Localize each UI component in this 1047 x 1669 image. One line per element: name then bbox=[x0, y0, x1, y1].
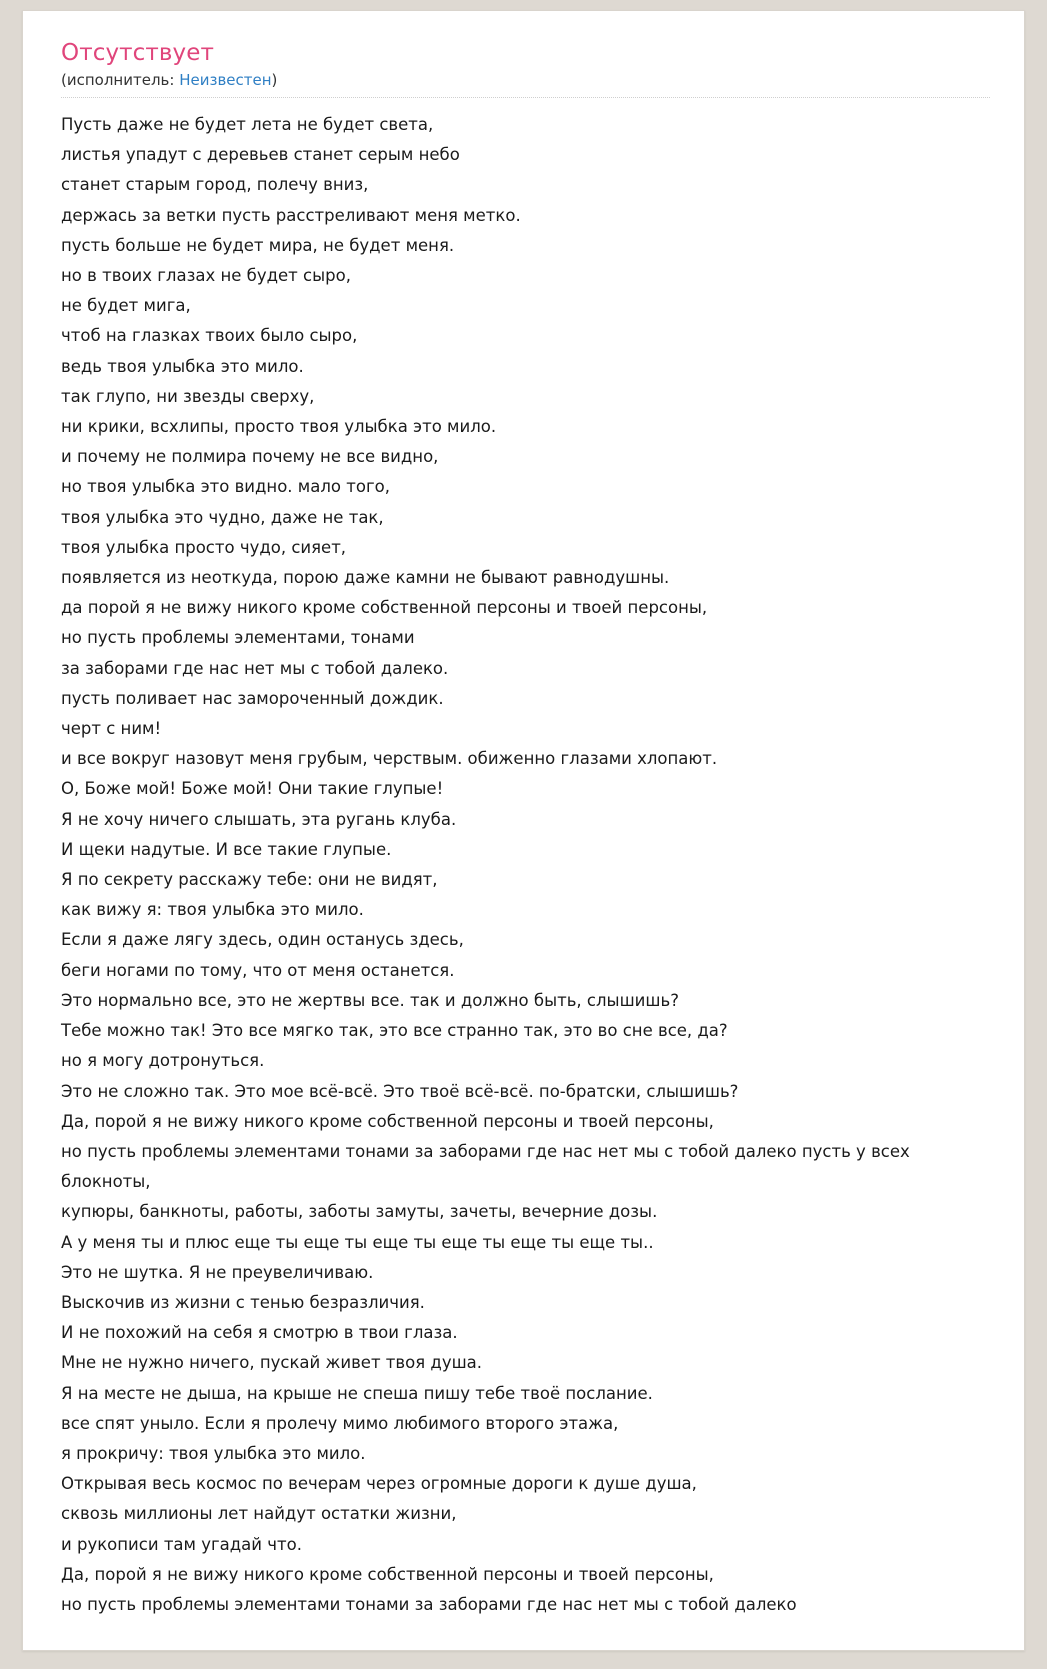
lyrics-line: ведь твоя улыбка это мило. bbox=[61, 356, 304, 376]
lyrics-line: станет старым город, полечу вниз, bbox=[61, 175, 369, 195]
artist-link[interactable]: Неизвестен bbox=[179, 71, 272, 89]
artist-line bbox=[61, 71, 990, 98]
lyrics-line: но пусть проблемы элементами тонами за заборами где нас нет мы с тобой далеко bbox=[61, 1594, 797, 1614]
lyrics-line: Выскочив из жизни с тенью безразличия. bbox=[61, 1292, 425, 1312]
lyrics-line: но пусть проблемы элементами тонами за заборами где нас нет мы с тобой далеко пусть у всех блокноты, bbox=[61, 1141, 910, 1192]
lyrics-line: и все вокруг назовут меня грубым, черствым. обиженно глазами хлопают. bbox=[61, 749, 718, 769]
lyrics-line: и почему не полмира почему не все видно, bbox=[61, 447, 439, 467]
lyrics-line: черт с ним! bbox=[61, 719, 162, 739]
lyrics-line: как вижу я: твоя улыбка это мило. bbox=[61, 900, 364, 920]
lyrics-line: Я по секрету расскажу тебе: они не видят, bbox=[61, 870, 438, 890]
lyrics-line: И не похожий на себя я смотрю в твои глаза. bbox=[61, 1323, 458, 1343]
lyrics-line: ни крики, всхлипы, просто твоя улыбка это мило. bbox=[61, 417, 497, 437]
artist-suffix-label: ) bbox=[271, 71, 278, 89]
lyrics-line: но я могу дотронуться. bbox=[61, 1051, 265, 1071]
lyrics-line: и рукописи там угадай что. bbox=[61, 1534, 302, 1554]
lyrics-line: Пусть даже не будет лета не будет света, bbox=[61, 115, 434, 134]
artist-prefix-label: (исполнитель: bbox=[61, 71, 175, 89]
lyrics-line: И щеки надутые. И все такие глупые. bbox=[61, 839, 392, 859]
lyrics-line: так глупо, ни звезды сверху, bbox=[61, 386, 315, 406]
lyrics-line: Это не шутка. Я не преувеличиваю. bbox=[61, 1262, 374, 1282]
lyrics-line: О, Боже мой! Боже мой! Они такие глупые! bbox=[61, 779, 444, 799]
lyrics-line: за заборами где нас нет мы с тобой далеко. bbox=[61, 658, 449, 678]
lyrics-line: появляется из неоткуда, порою даже камни не бывают равнодушны. bbox=[61, 568, 670, 588]
lyrics-line: Я на месте не дыша, на крыше не спеша пишу тебе твоё послание. bbox=[61, 1383, 653, 1403]
lyrics-line: Да, порой я не вижу никого кроме собственной персоны и твоей персоны, bbox=[61, 1564, 714, 1584]
lyrics-line: Это нормально все, это не жертвы все. так и должно быть, слышишь? bbox=[61, 990, 679, 1010]
lyrics-line: пусть больше не будет мира, не будет меня. bbox=[61, 235, 455, 255]
lyrics-line: держась за ветки пусть расстреливают меня метко. bbox=[61, 205, 521, 225]
lyrics-line: Это не сложно так. Это мое всё-всё. Это твоё всё-всё. по-братски, слышишь? bbox=[61, 1081, 739, 1101]
lyrics-line: Я не хочу ничего слышать, эта ругань клуба. bbox=[61, 809, 457, 829]
lyrics-line: не будет мига, bbox=[61, 296, 191, 316]
lyrics-line: беги ногами по тому, что от меня останется. bbox=[61, 960, 455, 980]
lyrics-line: все спят уныло. Если я пролечу мимо любимого второго этажа, bbox=[61, 1413, 619, 1433]
lyrics-body bbox=[61, 110, 990, 1620]
lyrics-line: но в твоих глазах не будет сыро, bbox=[61, 266, 351, 286]
lyrics-line: А у меня ты и плюс еще ты еще ты еще ты еще ты еще ты еще ты.. bbox=[61, 1232, 654, 1252]
lyrics-line: твоя улыбка просто чудо, сияет, bbox=[61, 537, 347, 557]
lyrics-line: твоя улыбка это чудно, даже не так, bbox=[61, 507, 384, 527]
lyrics-line: Тебе можно так! Это все мягко так, это все странно так, это во сне все, да? bbox=[61, 1021, 728, 1041]
lyrics-line: Да, порой я не вижу никого кроме собственной персоны и твоей персоны, bbox=[61, 1111, 714, 1131]
lyrics-line: Мне не нужно ничего, пускай живет твоя душа. bbox=[61, 1353, 483, 1373]
lyrics-line: но твоя улыбка это видно. мало того, bbox=[61, 477, 390, 497]
lyrics-line: купюры, банкноты, работы, заботы замуты, зачеты, вечерние дозы. bbox=[61, 1202, 658, 1222]
lyrics-line: листья упадут с деревьев станет серым небо bbox=[61, 145, 460, 165]
lyrics-line: я прокричу: твоя улыбка это мило. bbox=[61, 1443, 366, 1463]
lyrics-line: чтоб на глазках твоих было сыро, bbox=[61, 326, 358, 346]
lyrics-line: Если я даже лягу здесь, один останусь здесь, bbox=[61, 930, 464, 950]
lyrics-line: Открывая весь космос по вечерам через огромные дороги к душе душа, bbox=[61, 1474, 697, 1494]
page-title: Отсутствует bbox=[61, 40, 215, 66]
lyrics-line: но пусть проблемы элементами, тонами bbox=[61, 628, 415, 648]
lyrics-line: сквозь миллионы лет найдут остатки жизни, bbox=[61, 1504, 457, 1524]
lyrics-line: да порой я не вижу никого кроме собственной персоны и твоей персоны, bbox=[61, 598, 708, 618]
lyrics-line: пусть поливает нас замороченный дождик. bbox=[61, 688, 444, 708]
lyrics-sheet bbox=[22, 10, 1025, 1651]
